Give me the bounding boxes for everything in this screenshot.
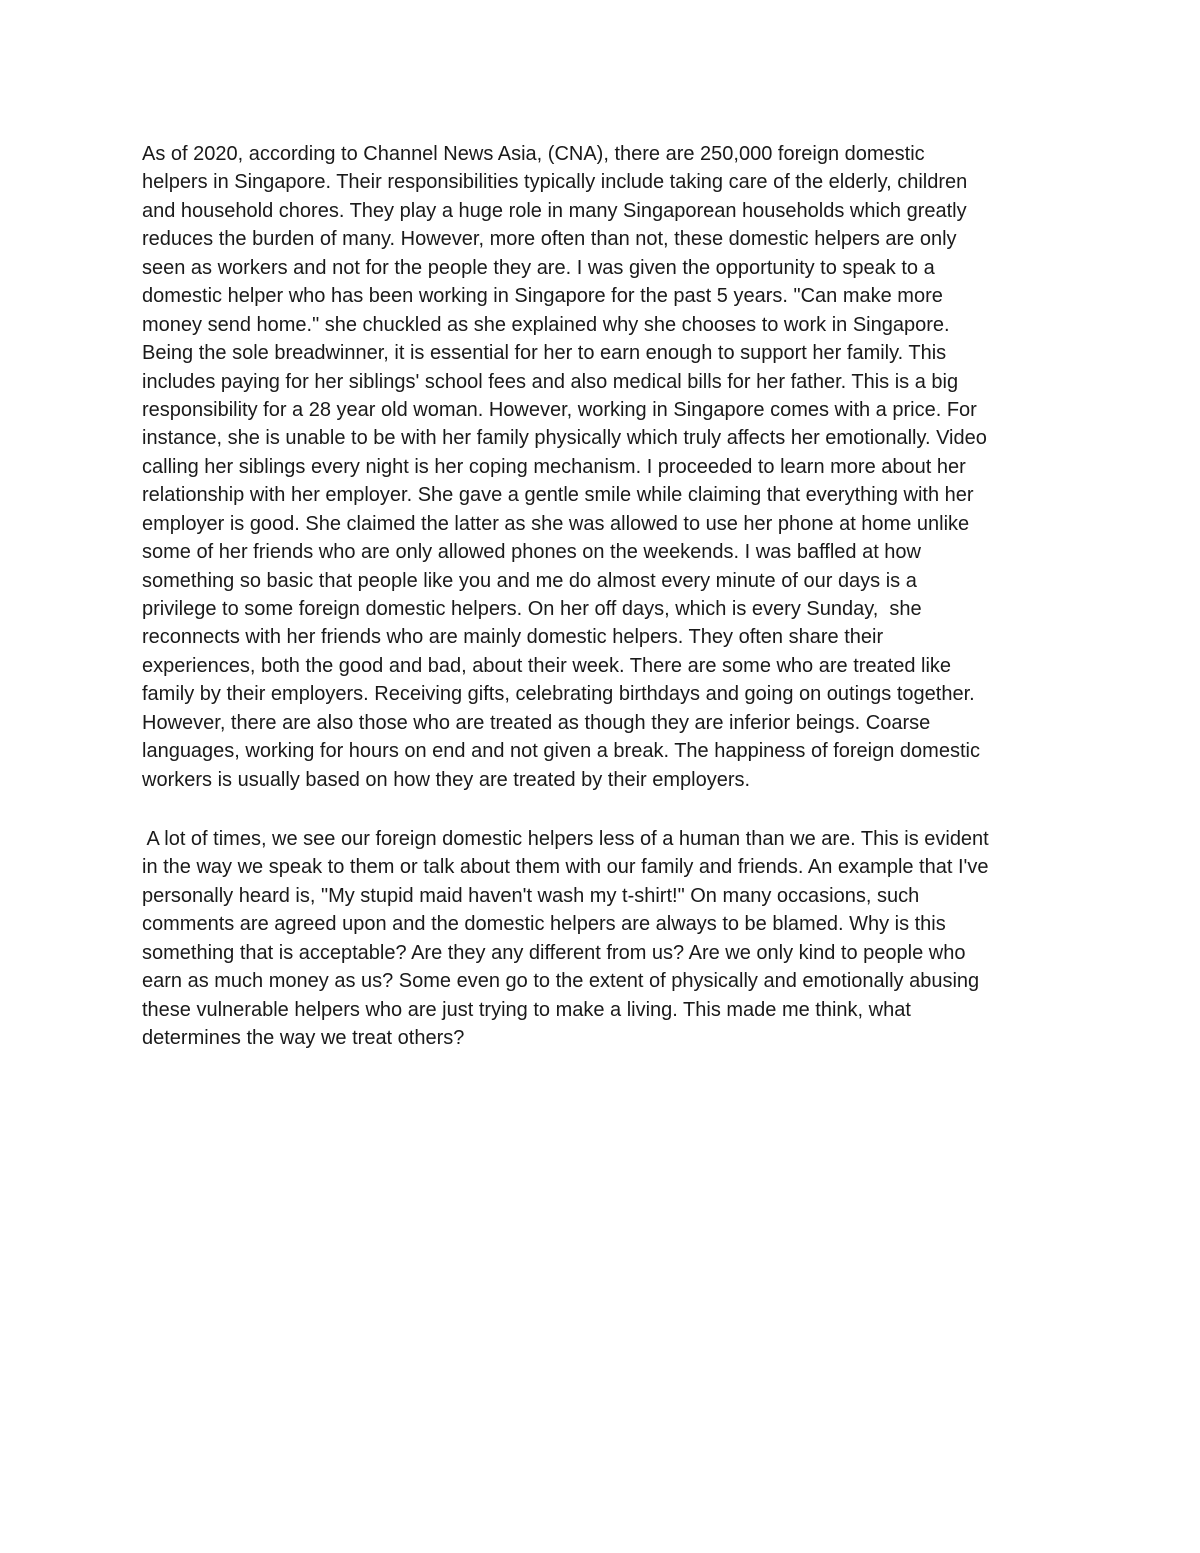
text-line: comments are agreed upon and the domestic helpers are always to be blamed. Why is this (142, 913, 946, 936)
text-line: earn as much money as us? Some even go to the extent of physically and emotionally abusing (142, 970, 980, 993)
text-line: something so basic that people like you and me do almost every minute of our days is a (142, 569, 917, 592)
text-line: these vulnerable helpers who are just trying to make a living. This made me think, what (142, 998, 911, 1021)
text-line: reconnects with her friends who are mainly domestic helpers. They often share their (142, 626, 884, 649)
text-line: responsibility for a 28 year old woman. However, working in Singapore comes with a price. For (142, 398, 977, 421)
text-line: helpers in Singapore. Their responsibilities typically include taking care of the elderly, children (142, 171, 968, 194)
text-line: privilege to some foreign domestic helpers. On her off days, which is every Sunday, she (142, 598, 922, 620)
text-line: experiences, both the good and bad, about their week. There are some who are treated like (142, 654, 952, 677)
paragraph-1 (142, 140, 1062, 794)
text-line: determines the way we treat others? (142, 1027, 465, 1050)
text-line: domestic helper who has been working in Singapore for the past 5 years. "Can make more (142, 285, 943, 308)
text-line: some of her friends who are only allowed phones on the weekends. I was baffled at how (142, 541, 921, 564)
text-line: money send home." she chuckled as she explained why she chooses to work in Singapore. (142, 313, 950, 336)
text-line: reduces the burden of many. However, more often than not, these domestic helpers are only (142, 228, 957, 251)
text-line: something that is acceptable? Are they any different from us? Are we only kind to people who (142, 941, 966, 964)
text-line: instance, she is unable to be with her family physically which truly affects her emotionally. Video (142, 427, 987, 450)
text-line: calling her siblings every night is her coping mechanism. I proceeded to learn more about her (142, 455, 966, 478)
text-line: As of 2020, according to Channel News Asia, (CNA), there are 250,000 foreign domestic (142, 143, 925, 165)
text-line: employer is good. She claimed the latter as she was allowed to use her phone at home unlike (142, 512, 970, 535)
text-line: A lot of times, we see our foreign domestic helpers less of a human than we are. This is evident (142, 828, 989, 850)
text-line: relationship with her employer. She gave a gentle smile while claiming that everything with her (142, 484, 974, 507)
text-line: workers is usually based on how they are treated by their employers. (142, 768, 751, 791)
text-line: in the way we speak to them or talk about them with our family and friends. An example that I've (142, 856, 989, 879)
text-line: seen as workers and not for the people they are. I was given the opportunity to speak to a (142, 256, 935, 279)
text-line: and household chores. They play a huge role in many Singaporean households which greatly (142, 199, 967, 222)
paragraph-2 (142, 825, 1062, 1053)
text-line: However, there are also those who are treated as though they are inferior beings. Coarse (142, 711, 931, 734)
text-line: personally heard is, "My stupid maid haven't wash my t-shirt!" On many occasions, such (142, 884, 920, 907)
text-line: languages, working for hours on end and not given a break. The happiness of foreign domestic (142, 740, 980, 763)
text-line: family by their employers. Receiving gifts, celebrating birthdays and going on outings together. (142, 683, 975, 706)
text-line: Being the sole breadwinner, it is essential for her to earn enough to support her family. This (142, 342, 947, 365)
text-line: includes paying for her siblings' school fees and also medical bills for her father. This is a big (142, 370, 959, 393)
